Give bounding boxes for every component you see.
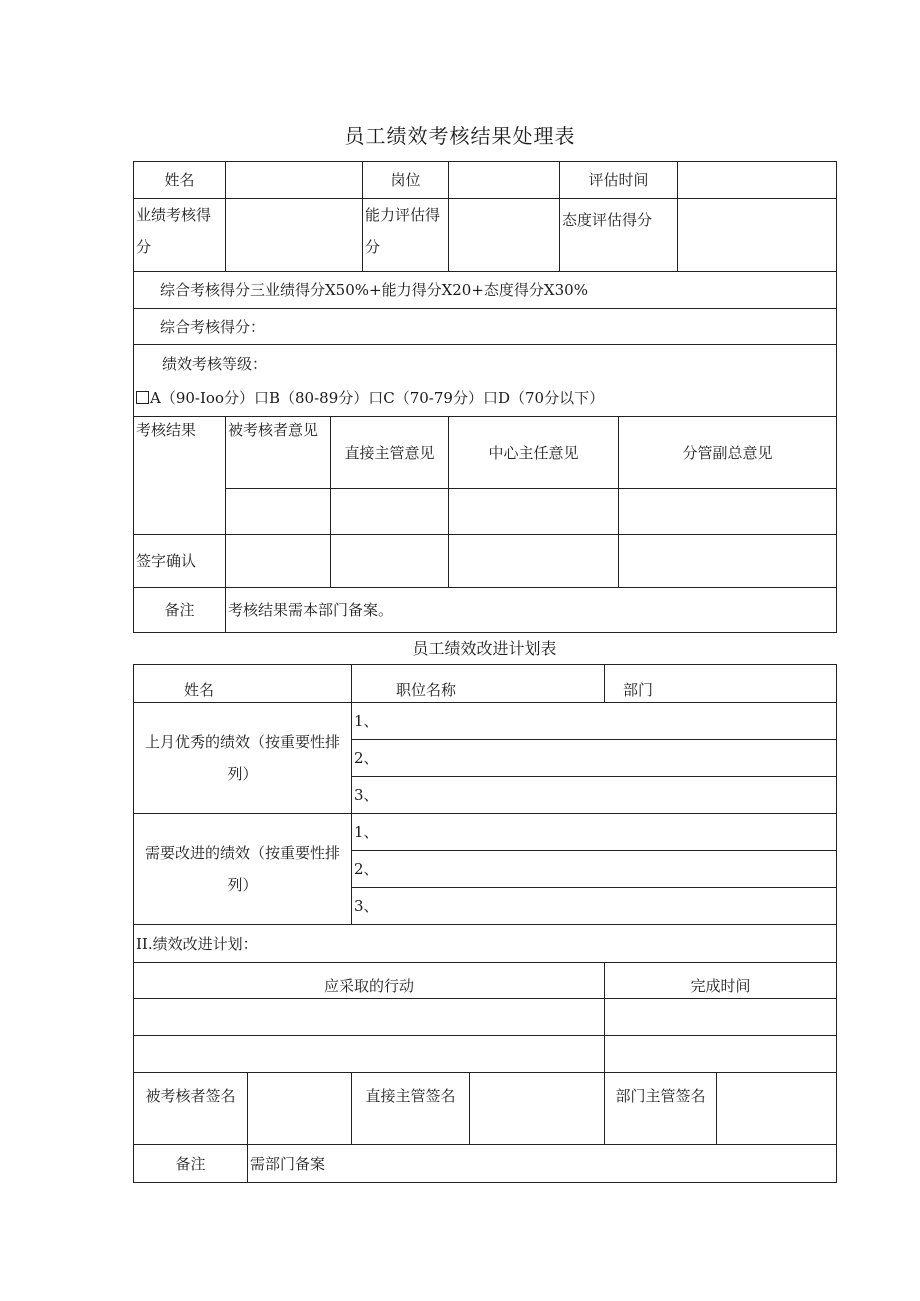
grade-cell <box>134 345 837 417</box>
action-header: 应采取的行动 <box>134 963 605 999</box>
opinion-reviewee: 被考核者意见 <box>226 417 331 489</box>
done-time-row-2[interactable] <box>605 1036 837 1073</box>
action-row-2[interactable] <box>134 1036 605 1073</box>
improve-item-2[interactable]: 2、 <box>352 851 837 888</box>
sign-reviewee-value[interactable] <box>248 1073 352 1145</box>
good-item-1[interactable]: 1、 <box>352 703 837 740</box>
improve-item-1[interactable]: 1、 <box>352 814 837 851</box>
done-time-row-1[interactable] <box>605 999 837 1036</box>
checkbox-icon[interactable] <box>136 391 149 404</box>
good-performance-label: 上月优秀的绩效（按重要性排列） <box>134 703 352 814</box>
plan-label: II.绩效改进计划： <box>134 925 837 963</box>
improve-performance-label: 需要改进的绩效（按重要性排列） <box>134 814 352 925</box>
position-label: 职位名称 <box>352 665 605 703</box>
opinion-reviewee-value[interactable] <box>226 489 331 535</box>
sign-reviewee-label: 被考核者签名 <box>134 1073 248 1145</box>
sign-label: 签字确认 <box>134 535 226 588</box>
opinion-center: 中心主任意见 <box>449 417 619 489</box>
opinion-direct-value[interactable] <box>331 489 449 535</box>
sign-direct-label: 直接主管签名 <box>352 1073 470 1145</box>
sign-center[interactable] <box>449 535 619 588</box>
attitude-score-value[interactable] <box>678 199 837 272</box>
post-label: 岗位 <box>363 162 449 199</box>
sign-reviewee[interactable] <box>226 535 331 588</box>
eval-time-label: 评估时间 <box>560 162 678 199</box>
post-value[interactable] <box>449 162 560 199</box>
grade-label: 绩效考核等级： <box>162 354 268 373</box>
attitude-score-label: 态度评估得分 <box>560 199 678 272</box>
sign-vp[interactable] <box>619 535 837 588</box>
grade-options-text: A（90-Ioo分）口B（80-89分）口C（70-79分）口D（70分以下） <box>150 388 605 407</box>
improve-item-3[interactable]: 3、 <box>352 888 837 925</box>
opinion-vp: 分管副总意见 <box>619 417 837 489</box>
grade-options <box>136 381 836 415</box>
good-item-3[interactable]: 3、 <box>352 777 837 814</box>
improvement-plan-table <box>133 664 837 1183</box>
sign-dept-label: 部门主管签名 <box>605 1073 717 1145</box>
opinion-vp-value[interactable] <box>619 489 837 535</box>
sign-direct[interactable] <box>331 535 449 588</box>
good-item-2[interactable]: 2、 <box>352 740 837 777</box>
remark-value: 考核结果需本部门备案。 <box>226 588 837 633</box>
ability-score-value[interactable] <box>449 199 560 272</box>
name-label-2: 姓名 <box>134 665 352 703</box>
done-time-header: 完成时间 <box>605 963 837 999</box>
composite-formula: 综合考核得分三业绩得分X50%+能力得分X20+态度得分X30% <box>134 272 837 309</box>
remark-value-2: 需部门备案 <box>248 1145 837 1183</box>
opinion-direct: 直接主管意见 <box>331 417 449 489</box>
sign-direct-value[interactable] <box>470 1073 605 1145</box>
appraisal-result-table <box>133 161 837 633</box>
opinion-center-value[interactable] <box>449 489 619 535</box>
sign-dept-value[interactable] <box>717 1073 837 1145</box>
result-label: 考核结果 <box>134 417 226 535</box>
composite-score-label: 综合考核得分： <box>134 309 837 345</box>
perf-score-label: 业绩考核得分 <box>134 199 226 272</box>
dept-label: 部门 <box>605 665 837 703</box>
eval-time-value[interactable] <box>678 162 837 199</box>
action-row-1[interactable] <box>134 999 605 1036</box>
remark-label: 备注 <box>134 588 226 633</box>
form2-title: 员工绩效改进计划表 <box>412 639 557 658</box>
name-label: 姓名 <box>134 162 226 199</box>
name-value[interactable] <box>226 162 363 199</box>
ability-score-label: 能力评估得分 <box>363 199 449 272</box>
form1-title: 员工绩效考核结果处理表 <box>344 124 576 148</box>
remark-label-2: 备注 <box>134 1145 248 1183</box>
perf-score-value[interactable] <box>226 199 363 272</box>
